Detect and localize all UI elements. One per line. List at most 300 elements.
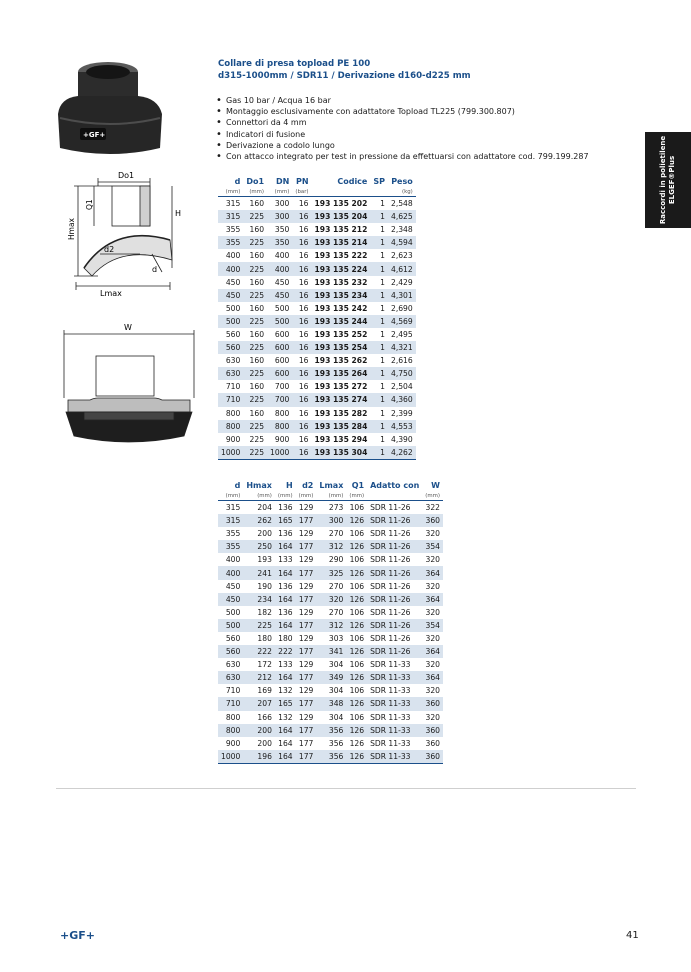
- codes-table: [218, 176, 416, 460]
- table-cell: 322: [425, 503, 440, 513]
- table-row: [218, 593, 443, 606]
- table-cell: 364: [422, 566, 443, 579]
- table-cell: 900: [225, 738, 241, 748]
- table-cell: 126: [346, 566, 367, 579]
- table-row: [218, 553, 443, 566]
- table-cell: 164: [275, 566, 296, 579]
- table-cell: 2,623: [390, 251, 413, 261]
- table-cell: 126: [346, 645, 367, 658]
- table-cell: 600: [274, 356, 290, 366]
- label-lmax: Lmax: [100, 289, 122, 298]
- table-cell: 126: [349, 738, 365, 748]
- table-row: [218, 223, 416, 236]
- table-cell: 354: [422, 540, 443, 553]
- table-cell: 341: [316, 645, 346, 658]
- table-cell: 1000: [218, 750, 243, 764]
- table-cell: 200: [257, 738, 272, 748]
- section-tab-line-1: Raccordi in polietilene: [659, 135, 667, 225]
- table-cell: 193: [257, 555, 272, 565]
- table-cell: 710: [225, 382, 241, 392]
- table-cell: 303: [328, 633, 344, 643]
- label-do1: Do1: [118, 171, 135, 180]
- table-row: [218, 737, 443, 750]
- table-cell: 129: [298, 712, 314, 722]
- unit-cell: (mm): [316, 491, 346, 501]
- table-cell: 355: [225, 529, 241, 539]
- table-cell: 4,360: [388, 393, 416, 406]
- feature-item: • Con attacco integrato per test in pressione da effettuarsi con adattatore cod. 799.199.287: [216, 151, 589, 162]
- unit-cell: (bar): [292, 187, 311, 197]
- table-cell: 900: [274, 434, 290, 444]
- table-cell: 16: [292, 236, 311, 249]
- table-cell: 222: [243, 645, 275, 658]
- table-cell: 133: [278, 660, 293, 670]
- table-cell: 630: [218, 671, 243, 684]
- section-tab-line-2: ELGEF®Plus: [668, 155, 676, 205]
- table-cell: 600: [267, 367, 292, 380]
- table-cell: 700: [267, 393, 292, 406]
- table-cell: 4,321: [388, 341, 416, 354]
- table-cell: 273: [328, 503, 344, 513]
- table-cell: 16: [298, 225, 309, 235]
- table-cell: 1: [380, 408, 385, 418]
- table-cell: 177: [296, 619, 317, 632]
- table-cell: 129: [298, 555, 314, 565]
- table-cell: 700: [274, 382, 290, 392]
- table-row: [218, 632, 443, 645]
- table-cell: 348: [316, 697, 346, 710]
- table-cell: 16: [298, 356, 309, 366]
- table-cell: SDR 11-26: [370, 607, 411, 617]
- table-cell: 500: [225, 303, 241, 313]
- table-cell: 450: [267, 289, 292, 302]
- table-cell: 196: [243, 750, 275, 764]
- table-cell: SDR 11-33: [367, 724, 422, 737]
- label-hmax: Hmax: [67, 218, 76, 240]
- table-cell: 126: [346, 514, 367, 527]
- table-cell: 1: [370, 341, 388, 354]
- table-cell: 177: [296, 645, 317, 658]
- table-row: [218, 289, 416, 302]
- table-cell: 1: [380, 277, 385, 287]
- table-cell: 126: [346, 750, 367, 764]
- table-cell: 193 135 234: [312, 289, 371, 302]
- table-cell: 200: [257, 529, 272, 539]
- table-cell: 270: [328, 581, 344, 591]
- table-row: [218, 315, 416, 328]
- footer-divider: [56, 788, 636, 789]
- label-q1: Q1: [85, 199, 94, 210]
- table-cell: 207: [243, 697, 275, 710]
- table-units-row: [218, 187, 416, 197]
- product-photo: [50, 56, 180, 162]
- table-cell: 193 135 242: [314, 303, 368, 313]
- table-cell: 560: [225, 633, 241, 643]
- table-cell: SDR 11-33: [370, 738, 411, 748]
- table-cell: 193 135 214: [312, 236, 371, 249]
- table-cell: 225: [243, 393, 267, 406]
- unit-cell: (kg): [388, 187, 416, 197]
- table-cell: SDR 11-33: [370, 660, 411, 670]
- table-cell: 4,612: [388, 262, 416, 275]
- col-header: H: [285, 481, 293, 490]
- table-cell: 160: [249, 225, 265, 235]
- table-cell: 1: [380, 303, 385, 313]
- table-cell: 4,594: [388, 236, 416, 249]
- table-cell: 160: [249, 303, 265, 313]
- table-cell: 177: [296, 671, 317, 684]
- table-cell: 16: [298, 329, 309, 339]
- table-cell: SDR 11-26: [370, 555, 411, 565]
- table-cell: 106: [349, 660, 365, 670]
- table-cell: 193 135 272: [314, 382, 368, 392]
- table-cell: 106: [349, 712, 365, 722]
- table-cell: 315: [225, 199, 241, 209]
- table-cell: 129: [298, 686, 314, 696]
- table-row: [218, 393, 416, 406]
- table-cell: 160: [249, 251, 265, 261]
- table-row: [218, 407, 416, 420]
- table-cell: 164: [275, 671, 296, 684]
- table-header-row: [218, 480, 443, 491]
- table-cell: 133: [278, 555, 293, 565]
- table-cell: 4,390: [390, 434, 413, 444]
- table-cell: 193 135 282: [314, 408, 368, 418]
- table-cell: 204: [257, 503, 272, 513]
- table-cell: 132: [278, 712, 293, 722]
- table-cell: SDR 11-33: [370, 712, 411, 722]
- table-cell: 177: [296, 724, 317, 737]
- table-cell: 2,548: [390, 199, 413, 209]
- table-cell: 16: [292, 420, 311, 433]
- table-row: [218, 262, 416, 275]
- table-row: [218, 236, 416, 249]
- table-row: [218, 645, 443, 658]
- table-cell: 193 135 284: [312, 420, 371, 433]
- table-cell: SDR 11-26: [367, 645, 422, 658]
- table-cell: 180: [278, 633, 293, 643]
- table-header-row: [218, 176, 416, 187]
- table-cell: 16: [292, 210, 311, 223]
- table-cell: 16: [298, 434, 309, 444]
- table-cell: 304: [328, 660, 344, 670]
- table-cell: 360: [422, 750, 443, 764]
- table-cell: 16: [292, 341, 311, 354]
- table-cell: 710: [218, 697, 243, 710]
- table-cell: 1: [380, 356, 385, 366]
- table-cell: 177: [296, 750, 317, 764]
- table-cell: SDR 11-26: [367, 540, 422, 553]
- table-cell: 4,262: [388, 446, 416, 460]
- table-cell: 129: [298, 503, 314, 513]
- table-cell: 164: [275, 619, 296, 632]
- feature-item: • Montaggio esclusivamente con adattatore Topload TL225 (799.300.807): [216, 106, 589, 117]
- table-cell: 360: [422, 514, 443, 527]
- table-cell: 16: [298, 251, 309, 261]
- table-cell: 1: [380, 225, 385, 235]
- table-cell: 800: [218, 724, 243, 737]
- table-row: [218, 433, 416, 446]
- table-row: [218, 276, 416, 289]
- table-cell: 250: [243, 540, 275, 553]
- col-header: d2: [302, 481, 314, 490]
- table-cell: 225: [243, 236, 267, 249]
- table-row: [218, 566, 443, 579]
- table-cell: 212: [243, 671, 275, 684]
- table-row: [218, 658, 443, 671]
- table-cell: 355: [225, 225, 241, 235]
- table-cell: 325: [316, 566, 346, 579]
- table-row: [218, 527, 443, 540]
- table-cell: 1: [370, 367, 388, 380]
- table-cell: 2,495: [390, 329, 413, 339]
- table-cell: 350: [267, 236, 292, 249]
- table-cell: 450: [218, 593, 243, 606]
- unit-cell: [312, 187, 371, 197]
- table-cell: 193 135 294: [314, 434, 368, 444]
- table-cell: 315: [218, 514, 243, 527]
- table-cell: 630: [225, 356, 241, 366]
- table-cell: 312: [316, 540, 346, 553]
- table-cell: 262: [243, 514, 275, 527]
- table-cell: SDR 11-33: [367, 697, 422, 710]
- table-cell: 320: [425, 712, 440, 722]
- table-cell: 16: [298, 408, 309, 418]
- table-cell: 2,399: [390, 408, 413, 418]
- table-cell: 225: [243, 341, 267, 354]
- table-cell: 270: [328, 607, 344, 617]
- unit-cell: (mm): [346, 491, 367, 501]
- table-cell: 16: [298, 382, 309, 392]
- unit-cell: (mm): [267, 187, 292, 197]
- table-cell: 1: [380, 329, 385, 339]
- table-cell: 1: [370, 315, 388, 328]
- table-cell: 177: [296, 566, 317, 579]
- table-cell: 193 135 232: [314, 277, 368, 287]
- table-cell: 1000: [218, 446, 243, 460]
- table-cell: 320: [425, 581, 440, 591]
- table-cell: 225: [243, 315, 267, 328]
- table-cell: 136: [278, 529, 293, 539]
- table-cell: 800: [225, 408, 241, 418]
- gf-logo: +GF+: [60, 929, 95, 942]
- table-cell: 126: [346, 724, 367, 737]
- label-d: d: [152, 265, 158, 274]
- table-cell: 600: [274, 329, 290, 339]
- table-cell: 400: [225, 555, 241, 565]
- feature-item: • Derivazione a codolo lungo: [216, 140, 589, 151]
- table-row: [218, 367, 416, 380]
- table-cell: 129: [298, 529, 314, 539]
- table-cell: 182: [257, 607, 272, 617]
- table-cell: 132: [278, 686, 293, 696]
- table-row: [218, 580, 443, 593]
- feature-item: • Connettori da 4 mm: [216, 117, 589, 128]
- table-cell: 2,348: [390, 225, 413, 235]
- table-cell: 136: [278, 607, 293, 617]
- table-cell: 560: [218, 645, 243, 658]
- table-cell: 800: [267, 420, 292, 433]
- table-cell: 166: [257, 712, 272, 722]
- table-cell: 320: [316, 593, 346, 606]
- table-cell: 136: [278, 503, 293, 513]
- table-cell: 164: [275, 750, 296, 764]
- table-cell: 800: [274, 408, 290, 418]
- table-row: [218, 540, 443, 553]
- col-header: PN: [295, 177, 309, 186]
- table-row: [218, 328, 416, 341]
- table-cell: 315: [218, 210, 243, 223]
- feature-item: • Indicatori di fusione: [216, 129, 589, 140]
- table-cell: 164: [275, 593, 296, 606]
- table-cell: 360: [425, 738, 440, 748]
- table-cell: SDR 11-33: [367, 671, 422, 684]
- table-cell: 300: [316, 514, 346, 527]
- table-cell: 450: [225, 277, 241, 287]
- table-cell: 2,504: [390, 382, 413, 392]
- table-cell: 1: [370, 420, 388, 433]
- table-cell: 364: [422, 645, 443, 658]
- table-cell: 160: [249, 356, 265, 366]
- section-tab-text: [659, 136, 677, 224]
- table-cell: 320: [425, 607, 440, 617]
- table-row: [218, 210, 416, 223]
- table-cell: 193 135 212: [314, 225, 368, 235]
- table-cell: 360: [422, 724, 443, 737]
- table-cell: 16: [292, 446, 311, 460]
- table-row: [218, 446, 416, 460]
- table-cell: 312: [316, 619, 346, 632]
- unit-cell: [367, 491, 422, 501]
- table-cell: 1: [370, 262, 388, 275]
- table-cell: 400: [225, 251, 241, 261]
- table-cell: 1: [370, 210, 388, 223]
- table-cell: 710: [225, 686, 241, 696]
- col-header: d: [234, 481, 241, 490]
- table-cell: 129: [298, 581, 314, 591]
- table-cell: 500: [274, 303, 290, 313]
- table-cell: 177: [296, 593, 317, 606]
- col-header: SP: [373, 177, 385, 186]
- table-cell: 1: [380, 434, 385, 444]
- table-cell: 560: [225, 329, 241, 339]
- table-cell: SDR 11-26: [367, 593, 422, 606]
- table-cell: 225: [243, 420, 267, 433]
- table-cell: 193 135 244: [312, 315, 371, 328]
- table-cell: 1: [370, 393, 388, 406]
- table-cell: 355: [218, 540, 243, 553]
- table-cell: 320: [425, 660, 440, 670]
- table-row: [218, 197, 416, 211]
- table-cell: 16: [292, 367, 311, 380]
- table-cell: 225: [243, 210, 267, 223]
- table-cell: 129: [298, 660, 314, 670]
- table-cell: 320: [425, 529, 440, 539]
- table-row: [218, 684, 443, 697]
- table-cell: SDR 11-26: [370, 503, 411, 513]
- table-cell: 126: [346, 697, 367, 710]
- table-cell: 106: [349, 555, 365, 565]
- table-cell: 16: [292, 315, 311, 328]
- table-cell: 4,625: [388, 210, 416, 223]
- col-header: Codice: [337, 177, 368, 186]
- table-row: [218, 619, 443, 632]
- table-cell: 126: [346, 593, 367, 606]
- table-cell: 4,301: [388, 289, 416, 302]
- table-cell: 164: [275, 540, 296, 553]
- col-header: d: [234, 177, 241, 186]
- table-cell: 1: [380, 251, 385, 261]
- table-row: [218, 380, 416, 393]
- table-cell: 450: [218, 289, 243, 302]
- table-cell: SDR 11-26: [370, 529, 411, 539]
- table-cell: 354: [422, 619, 443, 632]
- table-cell: 177: [296, 540, 317, 553]
- table-row: [218, 341, 416, 354]
- col-header: Q1: [351, 481, 365, 490]
- table-cell: 234: [243, 593, 275, 606]
- table-cell: SDR 11-26: [370, 633, 411, 643]
- table-cell: 193 135 264: [312, 367, 371, 380]
- page-number: 41: [626, 930, 639, 941]
- table-cell: 320: [425, 686, 440, 696]
- table-cell: 630: [218, 367, 243, 380]
- table-cell: 160: [249, 277, 265, 287]
- unit-cell: (mm): [218, 491, 243, 501]
- table-cell: 106: [349, 503, 365, 513]
- table-cell: 165: [275, 514, 296, 527]
- table-cell: 160: [249, 199, 265, 209]
- table-cell: 4,750: [388, 367, 416, 380]
- table-cell: 4,569: [388, 315, 416, 328]
- table-cell: 106: [349, 607, 365, 617]
- table-cell: 164: [278, 738, 293, 748]
- table-cell: 193 135 222: [314, 251, 368, 261]
- table-cell: 126: [346, 540, 367, 553]
- product-title: [218, 58, 471, 82]
- table-cell: 800: [225, 712, 241, 722]
- table-row: [218, 697, 443, 710]
- front-view-drawing: [54, 316, 204, 456]
- table-cell: 364: [422, 671, 443, 684]
- table-cell: 400: [274, 251, 290, 261]
- unit-cell: (mm): [243, 491, 275, 501]
- table-cell: 315: [225, 503, 241, 513]
- table-cell: 200: [243, 724, 275, 737]
- unit-cell: [370, 187, 388, 197]
- table-cell: 1: [380, 382, 385, 392]
- table-row: [218, 671, 443, 684]
- table-cell: 172: [257, 660, 272, 670]
- table-cell: SDR 11-26: [367, 619, 422, 632]
- unit-cell: (mm): [296, 491, 317, 501]
- table-cell: 129: [298, 633, 314, 643]
- table-cell: 350: [274, 225, 290, 235]
- table-cell: 2,616: [390, 356, 413, 366]
- table-cell: 193 135 304: [312, 446, 371, 460]
- table-cell: 710: [218, 393, 243, 406]
- table-cell: 16: [298, 303, 309, 313]
- table-cell: 300: [274, 199, 290, 209]
- table-units-row: [218, 491, 443, 501]
- table-cell: 193 135 274: [312, 393, 371, 406]
- unit-cell: (mm): [422, 491, 443, 501]
- table-cell: 360: [422, 697, 443, 710]
- table-cell: 225: [243, 262, 267, 275]
- table-cell: 160: [249, 382, 265, 392]
- feature-item: • Gas 10 bar / Acqua 16 bar: [216, 95, 589, 106]
- table-cell: 800: [218, 420, 243, 433]
